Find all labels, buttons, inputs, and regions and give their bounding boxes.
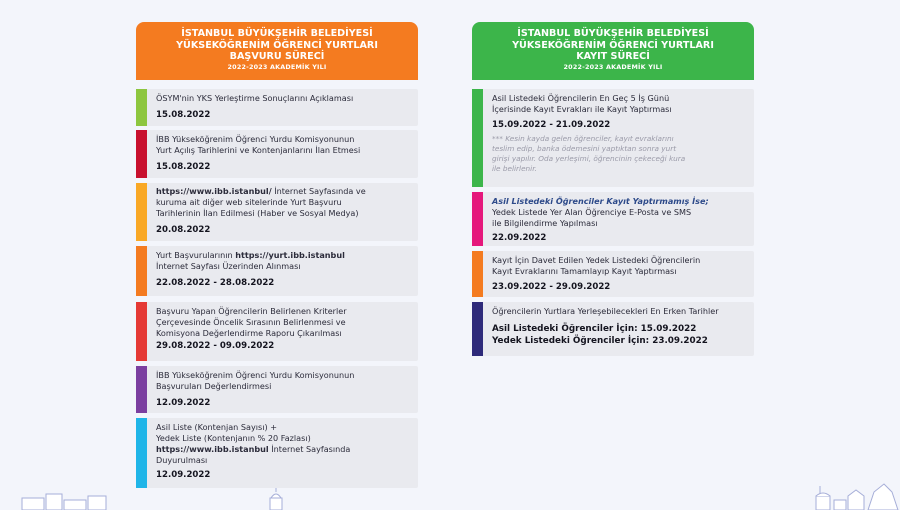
card-date: 12.09.2022: [156, 470, 211, 480]
card-text-line-3: Tarihlerinin İlan Edilmesi (Haber ve Sosyal Medya): [156, 208, 359, 218]
card-text-line-1: Asil Listedeki Öğrencilerin En Geç 5 İş Günü: [492, 93, 670, 103]
header-line-1: İSTANBUL BÜYÜKŞEHİR BELEDİYESİ: [517, 28, 709, 39]
timeline-color-bar: [136, 130, 147, 178]
header-line-2: YÜKSEKÖĞRENİM ÖĞRENCİ YURTLARI: [512, 39, 714, 51]
header-academic-year: 2022-2023 AKADEMİK YILI: [563, 62, 663, 71]
timeline-card-online-application: [136, 246, 418, 296]
ibb-website-link[interactable]: https://www.ibb.istanbul: [156, 444, 269, 454]
reserve-list-move-in-date: Yedek Listedeki Öğrenciler İçin: 23.09.2022: [492, 336, 708, 346]
header-academic-year: 2022-2023 AKADEMİK YILI: [227, 62, 327, 71]
card-date: 22.09.2022: [492, 233, 547, 243]
timeline-color-bar: [472, 251, 483, 297]
timeline-card-website-announcement: [136, 183, 418, 241]
timeline-color-bar: [136, 302, 147, 361]
card-note-line-3: girişi yapılır. Oda yerleşimi, öğrencinin çekeceği kura: [492, 154, 686, 163]
main-list-move-in-date: Asil Listedeki Öğrenciler İçin: 15.09.2022: [492, 324, 697, 334]
timeline-color-bar: [136, 246, 147, 296]
card-text-line-1: Kayıt İçin Davet Edilen Yedek Listedeki Öğrencilerin: [492, 255, 701, 265]
ibb-website-link[interactable]: https://www.ibb.istanbul/: [156, 186, 272, 196]
card-text-line-2: Çerçevesinde Öncelik Sırasının Belirlenmesi ve: [156, 317, 346, 327]
card-note-line-1: *** Kesin kayda gelen öğrenciler, kayıt evraklarını: [492, 134, 674, 143]
card-date: 15.08.2022: [156, 162, 211, 172]
timeline-card-reserve-notification: [472, 192, 754, 246]
card-text-line-1: Yedek Listede Yer Alan Öğrenciye E-Posta ve SMS: [492, 207, 692, 217]
card-text-line-3: Komisyona Değerlendirme Raporu Çıkarılması: [156, 328, 342, 338]
timeline-card-main-list-registration: [472, 89, 754, 187]
card-text-line-2: Kayıt Evraklarını Tamamlayıp Kayıt Yaptırması: [492, 266, 677, 276]
card-condition-text: Asil Listedeki Öğrenciler Kayıt Yaptırmamış İse;: [492, 196, 709, 206]
timeline-color-bar: [136, 89, 147, 126]
card-text-line-3: İnternet Sayfasında: [268, 444, 351, 454]
timeline-color-bar: [472, 89, 483, 187]
card-text-line-1: Asil Liste (Kontenjan Sayısı) +: [156, 422, 277, 432]
timeline-card-earliest-move-in: [472, 302, 754, 356]
card-text-line-2: Yurt Açılış Tarihlerini ve Kontenjanlarını İlan Etmesi: [156, 145, 361, 155]
card-text-line-2: ile Bilgilendirme Yapılması: [492, 218, 598, 228]
timeline-card-reserve-registration: [472, 251, 754, 297]
card-text-line-1: İBB Yükseköğrenim Öğrenci Yurdu Komisyonunun: [156, 370, 355, 380]
card-text-line-2: kuruma ait diğer web sitelerinde Yurt Başvuru: [156, 197, 342, 207]
card-text-line-4: Duyurulması: [156, 455, 208, 465]
card-text-line-2: Yedek Liste (Kontenjanın % 20 Fazlası): [156, 433, 311, 443]
timeline-color-bar: [472, 192, 483, 246]
card-text-line-1: İnternet Sayfasında ve: [271, 186, 366, 196]
card-text-line-2: Başvuruları Değerlendirmesi: [156, 381, 272, 391]
card-text-line-1: İBB Yükseköğrenim Öğrenci Yurdu Komisyonunun: [156, 134, 355, 144]
registration-header: [472, 22, 754, 80]
card-text-line-2: İnternet Sayfası Üzerinden Alınması: [156, 261, 301, 271]
header-line-3: BAŞVURU SÜRECİ: [229, 51, 325, 62]
header-line-2: YÜKSEKÖĞRENİM ÖĞRENCİ YURTLARI: [176, 39, 378, 51]
application-header: [136, 22, 418, 80]
yurt-website-link[interactable]: https://yurt.ibb.istanbul: [235, 250, 345, 260]
timeline-card-priority-ranking: [136, 302, 418, 361]
skyline-right-illustration: [812, 482, 900, 510]
card-date: 29.08.2022 - 09.09.2022: [156, 341, 275, 351]
timeline-color-bar: [136, 366, 147, 413]
timeline-card-commission-evaluation: [136, 366, 418, 413]
application-process-column: [136, 22, 418, 480]
tower-illustration: [264, 486, 288, 510]
timeline-card-quota-announcement: [136, 130, 418, 178]
card-date: 12.09.2022: [156, 398, 211, 408]
card-text-line-1: Öğrencilerin Yurtlara Yerleşebilecekleri En Erken Tarihler: [492, 306, 719, 316]
header-line-3: KAYIT SÜRECİ: [576, 51, 650, 62]
card-date: 15.09.2022 - 21.09.2022: [492, 120, 611, 130]
card-note-line-2: teslim edip, banka ödemesini yaptıktan sonra yurt: [492, 144, 677, 153]
skyline-left-illustration: [20, 492, 110, 510]
registration-process-column: [472, 22, 754, 346]
card-note-line-4: ile belirlenir.: [492, 164, 537, 173]
timeline-color-bar: [472, 302, 483, 356]
card-text-line-1: Başvuru Yapan Öğrencilerin Belirlenen Kriterler: [156, 306, 347, 316]
card-date: 15.08.2022: [156, 110, 211, 120]
card-date: 20.08.2022: [156, 225, 211, 235]
card-text: ÖSYM'nin YKS Yerleştirme Sonuçlarını Açıklaması: [156, 93, 354, 103]
card-text-prefix: Yurt Başvurularının: [156, 250, 236, 260]
header-line-1: İSTANBUL BÜYÜKŞEHİR BELEDİYESİ: [181, 28, 373, 39]
timeline-card-yks-results: [136, 89, 418, 126]
card-date: 23.09.2022 - 29.09.2022: [492, 282, 611, 292]
timeline-card-list-announcement: [136, 418, 418, 488]
timeline-color-bar: [136, 183, 147, 241]
card-text-line-2: İçerisinde Kayıt Evrakları ile Kayıt Yaptırması: [492, 104, 672, 114]
card-date: 22.08.2022 - 28.08.2022: [156, 278, 275, 288]
timeline-color-bar: [136, 418, 147, 488]
